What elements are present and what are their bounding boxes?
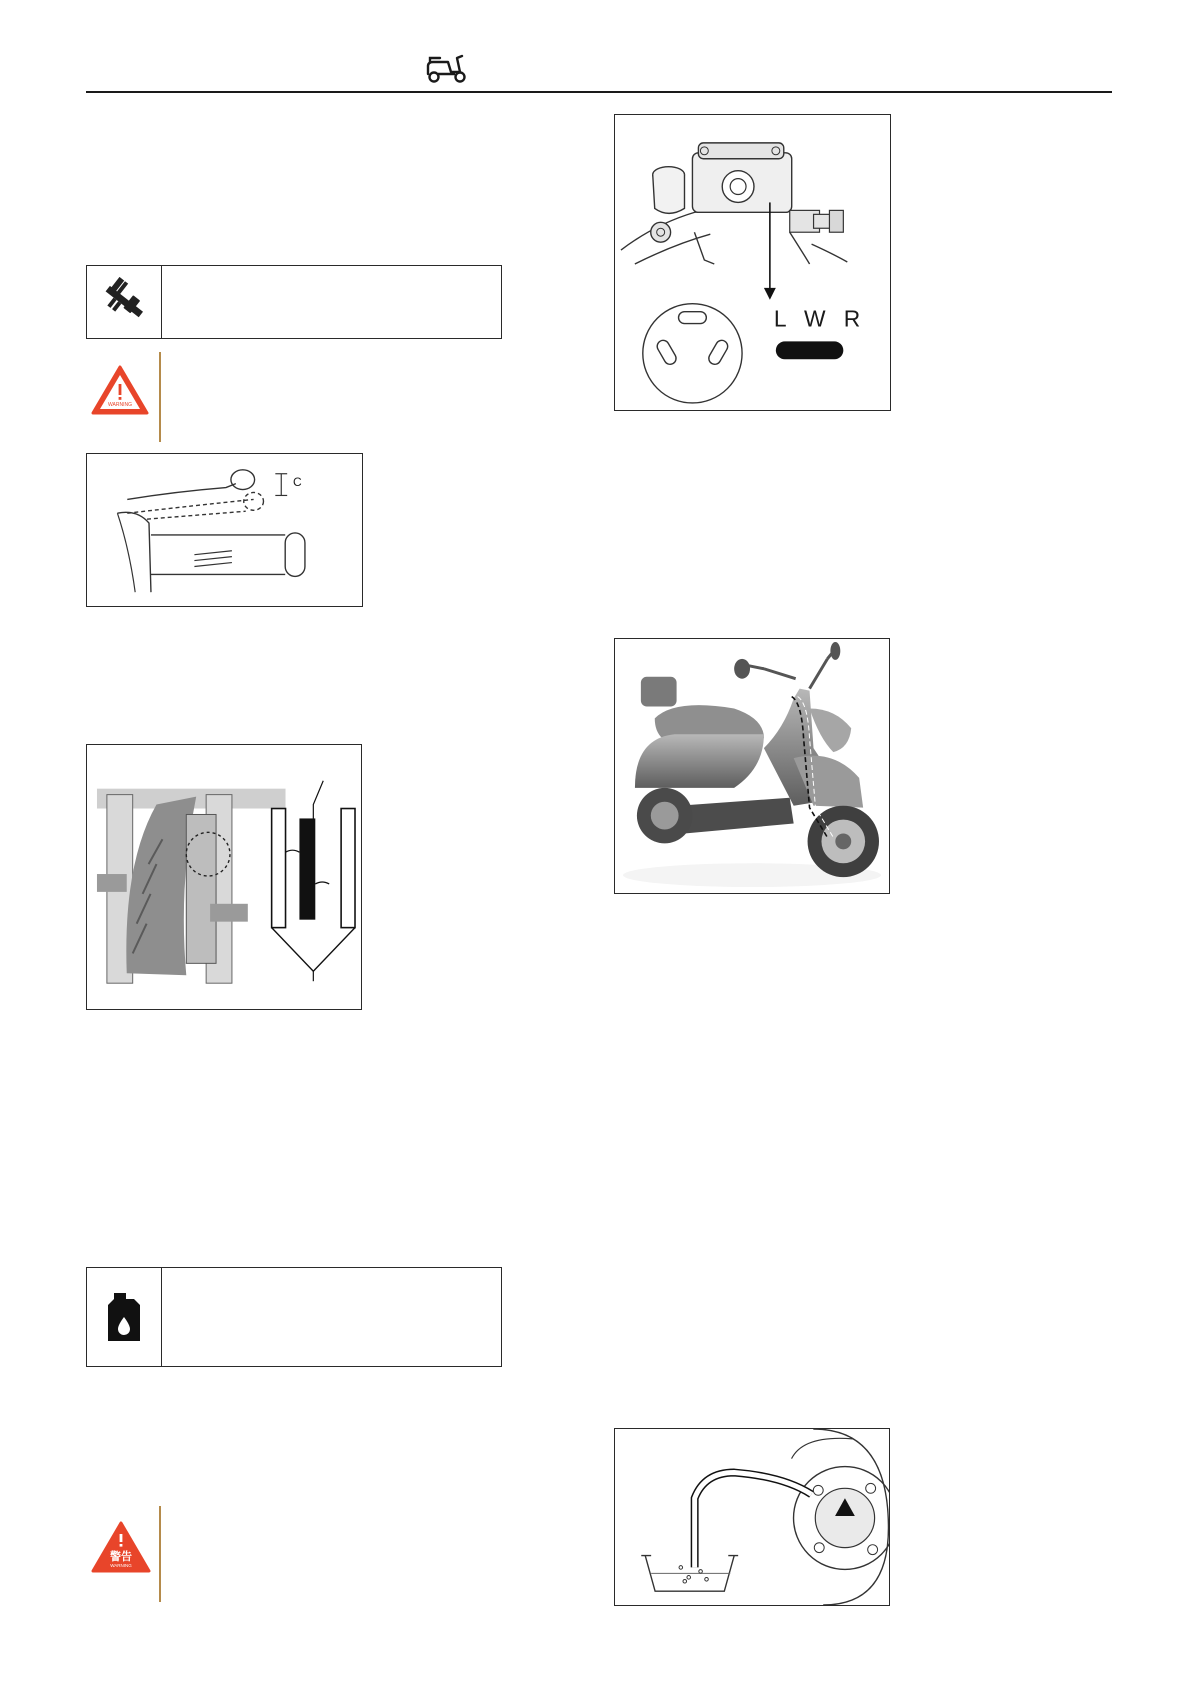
level-scale-label: L W R: [773, 305, 867, 332]
figure-brake-bleeding: [614, 1428, 890, 1606]
warning-label: WARNING: [110, 1563, 132, 1568]
warning-accent-bar: [159, 352, 161, 442]
fluid-bottle-icon: [87, 1268, 162, 1366]
fluid-spec-box: [86, 1267, 502, 1367]
lever-play-label: C: [293, 475, 302, 489]
caliper-icon: [87, 266, 162, 338]
scooter-icon: [424, 52, 468, 84]
warning-label-cn: 警告: [110, 1550, 132, 1563]
figure-lever-play: [86, 453, 363, 607]
figure-brake-pads: [86, 744, 362, 1010]
tool-spec-box: [86, 265, 502, 339]
warning-triangle-icon: [90, 364, 150, 416]
figure-master-cylinder: [614, 114, 891, 411]
warning-label: WARNING: [108, 402, 132, 408]
warning-accent-bar: [159, 1506, 161, 1602]
figure-scooter-brake-line: [614, 638, 890, 894]
header-rule: [86, 91, 1112, 93]
warning-triangle-icon: [90, 1520, 152, 1574]
